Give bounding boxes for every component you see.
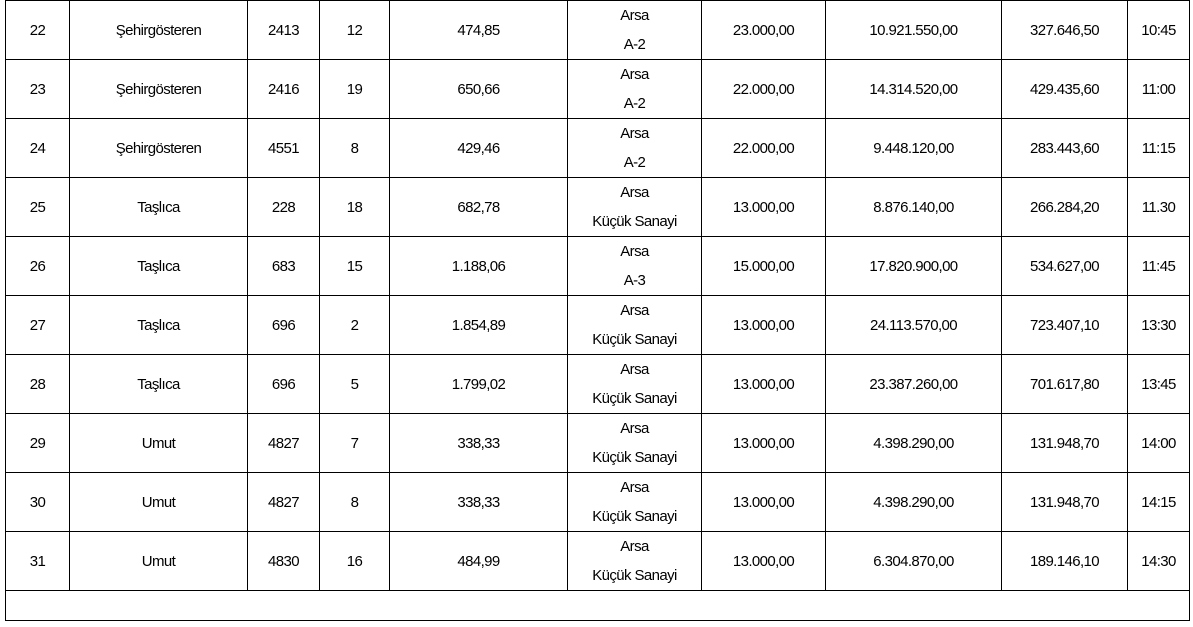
cell-muhammen-bedel: 4.398.290,00 — [826, 473, 1002, 532]
nitelik-type: Arsa — [620, 361, 649, 378]
cell-no: 22 — [6, 1, 70, 60]
cell-teminat: 283.443,60 — [1002, 119, 1128, 178]
cell-alan: 1.799,02 — [390, 355, 568, 414]
cell-nitelik — [568, 119, 702, 178]
nitelik-type: Arsa — [620, 66, 649, 83]
cell-mahalle: Umut — [70, 532, 248, 591]
cell-mahalle: Taşlıca — [70, 355, 248, 414]
cell-alan: 1.188,06 — [390, 237, 568, 296]
cell-mahalle: Taşlıca — [70, 178, 248, 237]
cell-parsel: 8 — [320, 119, 390, 178]
nitelik-type: Arsa — [620, 184, 649, 201]
cell-ada: 4827 — [248, 414, 320, 473]
cell-ada: 4830 — [248, 532, 320, 591]
cell-no: 23 — [6, 60, 70, 119]
cell-parsel: 15 — [320, 237, 390, 296]
cell-mahalle: Taşlıca — [70, 237, 248, 296]
cell-saat: 14:00 — [1128, 414, 1190, 473]
cell-parsel: 12 — [320, 1, 390, 60]
cell-mahalle: Umut — [70, 473, 248, 532]
cell-teminat: 327.646,50 — [1002, 1, 1128, 60]
table-row — [6, 178, 1190, 237]
table-row — [6, 1, 1190, 60]
cell-birim-fiyat: 23.000,00 — [702, 1, 826, 60]
cell-no: 27 — [6, 296, 70, 355]
nitelik-type: Arsa — [620, 7, 649, 24]
cell-no: 28 — [6, 355, 70, 414]
cell-alan: 650,66 — [390, 60, 568, 119]
cell-saat: 13:45 — [1128, 355, 1190, 414]
nitelik-zoning: A-2 — [623, 95, 646, 112]
nitelik-zoning: Küçük Sanayi — [592, 449, 677, 466]
cell-no: 31 — [6, 532, 70, 591]
nitelik-zoning: Küçük Sanayi — [592, 213, 677, 230]
cell-nitelik — [568, 414, 702, 473]
cell-no: 25 — [6, 178, 70, 237]
table-row — [6, 414, 1190, 473]
cell-mahalle: Taşlıca — [70, 296, 248, 355]
cell-teminat: 131.948,70 — [1002, 473, 1128, 532]
cell-alan: 338,33 — [390, 473, 568, 532]
cell-alan: 1.854,89 — [390, 296, 568, 355]
nitelik-zoning: Küçük Sanayi — [592, 390, 677, 407]
nitelik-zoning: A-3 — [623, 272, 646, 289]
cell-parsel: 2 — [320, 296, 390, 355]
cell-birim-fiyat: 13.000,00 — [702, 532, 826, 591]
cell-birim-fiyat: 22.000,00 — [702, 60, 826, 119]
cell-muhammen-bedel: 9.448.120,00 — [826, 119, 1002, 178]
cell-parsel: 8 — [320, 473, 390, 532]
table-row — [6, 60, 1190, 119]
cell-mahalle: Şehirgösteren — [70, 60, 248, 119]
cell-ada: 2416 — [248, 60, 320, 119]
nitelik-type: Arsa — [620, 125, 649, 142]
cell-saat: 11.30 — [1128, 178, 1190, 237]
cell-birim-fiyat: 13.000,00 — [702, 355, 826, 414]
cell-nitelik — [568, 355, 702, 414]
table-row — [6, 532, 1190, 591]
cell-nitelik — [568, 60, 702, 119]
cell-alan: 484,99 — [390, 532, 568, 591]
cell-no: 26 — [6, 237, 70, 296]
cell-nitelik — [568, 178, 702, 237]
cell-no: 24 — [6, 119, 70, 178]
nitelik-zoning: A-2 — [623, 36, 646, 53]
nitelik-type: Arsa — [620, 302, 649, 319]
cell-birim-fiyat: 13.000,00 — [702, 178, 826, 237]
nitelik-zoning: Küçük Sanayi — [592, 331, 677, 348]
cell-nitelik — [568, 473, 702, 532]
nitelik-type: Arsa — [620, 243, 649, 260]
cell-muhammen-bedel: 23.387.260,00 — [826, 355, 1002, 414]
cell-nitelik — [568, 296, 702, 355]
cell-ada: 4551 — [248, 119, 320, 178]
cell-muhammen-bedel: 6.304.870,00 — [826, 532, 1002, 591]
cell-birim-fiyat: 13.000,00 — [702, 473, 826, 532]
cell-parsel: 5 — [320, 355, 390, 414]
cell-saat: 11:45 — [1128, 237, 1190, 296]
auction-table — [5, 0, 1190, 621]
cell-muhammen-bedel: 14.314.520,00 — [826, 60, 1002, 119]
table-row — [6, 119, 1190, 178]
table-row — [6, 296, 1190, 355]
table-row — [6, 237, 1190, 296]
cell-teminat: 429.435,60 — [1002, 60, 1128, 119]
cell-alan: 429,46 — [390, 119, 568, 178]
cell-teminat: 534.627,00 — [1002, 237, 1128, 296]
nitelik-type: Arsa — [620, 538, 649, 555]
cell-mahalle: Umut — [70, 414, 248, 473]
cell-ada: 696 — [248, 355, 320, 414]
cell-teminat: 189.146,10 — [1002, 532, 1128, 591]
cell-birim-fiyat: 15.000,00 — [702, 237, 826, 296]
cell-alan: 338,33 — [390, 414, 568, 473]
cell-birim-fiyat: 13.000,00 — [702, 296, 826, 355]
cell-no: 29 — [6, 414, 70, 473]
cell-teminat: 701.617,80 — [1002, 355, 1128, 414]
cell-muhammen-bedel: 10.921.550,00 — [826, 1, 1002, 60]
cell-no: 30 — [6, 473, 70, 532]
cell-ada: 4827 — [248, 473, 320, 532]
cell-saat: 11:15 — [1128, 119, 1190, 178]
cell-ada: 228 — [248, 178, 320, 237]
cell-birim-fiyat: 13.000,00 — [702, 414, 826, 473]
cell-parsel: 7 — [320, 414, 390, 473]
cell-ada: 696 — [248, 296, 320, 355]
cell-birim-fiyat: 22.000,00 — [702, 119, 826, 178]
cell-mahalle: Şehirgösteren — [70, 119, 248, 178]
nitelik-type: Arsa — [620, 420, 649, 437]
nitelik-zoning: A-2 — [623, 154, 646, 171]
cell-ada: 683 — [248, 237, 320, 296]
cell-mahalle: Şehirgösteren — [70, 1, 248, 60]
empty-footer-row — [6, 591, 1190, 621]
cell-saat: 14:30 — [1128, 532, 1190, 591]
cell-muhammen-bedel: 24.113.570,00 — [826, 296, 1002, 355]
table-row — [6, 355, 1190, 414]
cell-nitelik — [568, 532, 702, 591]
nitelik-zoning: Küçük Sanayi — [592, 508, 677, 525]
cell-parsel: 16 — [320, 532, 390, 591]
cell-muhammen-bedel: 17.820.900,00 — [826, 237, 1002, 296]
cell-teminat: 131.948,70 — [1002, 414, 1128, 473]
nitelik-zoning: Küçük Sanayi — [592, 567, 677, 584]
cell-teminat: 723.407,10 — [1002, 296, 1128, 355]
cell-saat: 13:30 — [1128, 296, 1190, 355]
cell-nitelik — [568, 1, 702, 60]
table-body — [6, 1, 1190, 621]
empty-footer-cell — [6, 591, 1190, 621]
table-row — [6, 473, 1190, 532]
cell-saat: 11:00 — [1128, 60, 1190, 119]
cell-alan: 682,78 — [390, 178, 568, 237]
cell-parsel: 18 — [320, 178, 390, 237]
cell-muhammen-bedel: 8.876.140,00 — [826, 178, 1002, 237]
cell-saat: 14:15 — [1128, 473, 1190, 532]
cell-parsel: 19 — [320, 60, 390, 119]
cell-muhammen-bedel: 4.398.290,00 — [826, 414, 1002, 473]
cell-nitelik — [568, 237, 702, 296]
cell-teminat: 266.284,20 — [1002, 178, 1128, 237]
cell-saat: 10:45 — [1128, 1, 1190, 60]
cell-alan: 474,85 — [390, 1, 568, 60]
cell-ada: 2413 — [248, 1, 320, 60]
nitelik-type: Arsa — [620, 479, 649, 496]
